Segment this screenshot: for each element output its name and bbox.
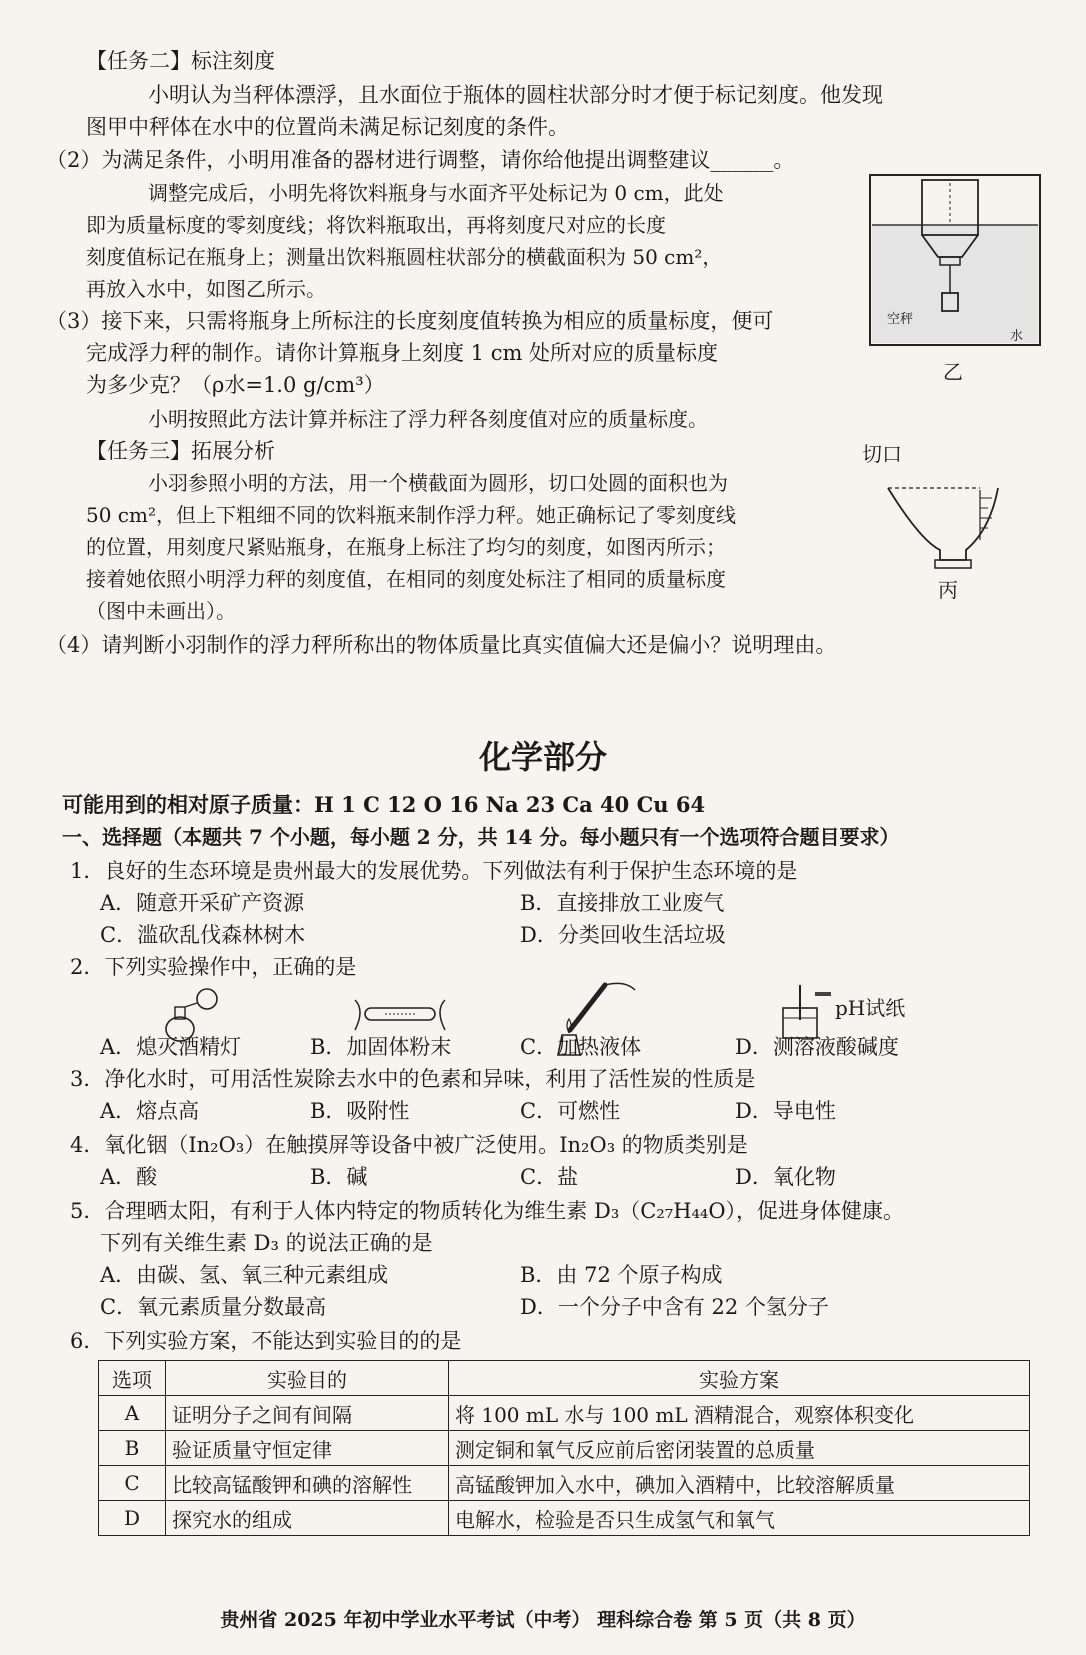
table-row [99,1466,1030,1501]
paragraph3-line1: 调整完成后，小明先将饮料瓶身与水面齐平处标记为 0 cm，此处 [148,181,724,205]
ph-paper-label: pH试纸 [835,996,906,1020]
q2-option-c: C．加热液体 [520,1035,642,1059]
row-option: A [99,1396,166,1431]
q4-option-b: B．碱 [310,1165,368,1189]
row-purpose: 证明分子之间有间隔 [166,1396,449,1431]
q4-option-c: C．盐 [520,1165,579,1189]
question-3-line3: 为多少克？（ρ水=1.0 g/cm³） [86,373,385,397]
row-purpose: 探究水的组成 [166,1501,449,1536]
paragraph3-line4: 再放入水中，如图乙所示。 [86,277,326,301]
paragraph3-line3: 刻度值标记在瓶身上；测量出饮料瓶圆柱状部分的横截面积为 50 cm²， [86,245,723,269]
table-row [99,1396,1030,1431]
chem-question-2: 2．下列实验操作中，正确的是 [70,955,357,979]
q5-option-a: A．由碳、氢、氧三种元素组成 [100,1263,389,1287]
chem-question-6: 6．下列实验方案，不能达到实验目的的是 [70,1329,462,1353]
q3-option-d: D．导电性 [735,1099,836,1123]
question-2: （2）为满足条件，小明用准备的器材进行调整，请你给他提出调整建议______。 [46,148,795,172]
chem-question-5-line1: 5．合理晒太阳，有利于人体内特定的物质转化为维生素 D₃（C₂₇H₄₄O），促进身体健康。 [70,1199,905,1223]
q2-option-b: B．加固体粉末 [310,1035,452,1059]
figure-bing-caption: 丙 [938,578,958,602]
row-plan: 高锰酸钾加入水中，碘加入酒精中，比较溶解质量 [449,1466,1030,1501]
row-option: B [99,1431,166,1466]
q2-option-d: D．测溶液酸碱度 [735,1035,899,1059]
paragraph3-line2: 即为质量标度的零刻度线；将饮料瓶取出，再将刻度尺对应的长度 [86,213,666,237]
bottle-outline [888,488,998,560]
atomic-masses: 可能用到的相对原子质量：H 1 C 12 O 16 Na 23 Ca 40 Cu 64 [62,792,706,817]
row-plan: 将 100 mL 水与 100 mL 酒精混合，观察体积变化 [449,1396,1030,1431]
table-header-purpose: 实验目的 [166,1361,449,1396]
figure-bing-cut-label: 切口 [862,442,902,466]
task2-paragraph-line2: 图甲中秤体在水中的位置尚未满足标记刻度的条件。 [86,115,569,139]
q5-option-d: D．一个分子中含有 22 个氢分子 [520,1295,829,1319]
table-row [99,1431,1030,1466]
chem-question-3: 3．净化水时，可用活性炭除去水中的色素和异味，利用了活性炭的性质是 [70,1067,756,1091]
bottle-cap [935,560,971,568]
row-plan: 电解水，检验是否只生成氢气和氧气 [449,1501,1030,1536]
paragraph4: 小明按照此方法计算并标注了浮力秤各刻度值对应的质量标度。 [148,407,708,431]
figure-yi-caption: 乙 [943,360,963,384]
experiment-table [98,1360,1030,1536]
q5-option-b: B．由 72 个原子构成 [520,1263,723,1287]
chemistry-section-title: 化学部分 [478,738,607,776]
chem-question-4: 4．氧化铟（In₂O₃）在触摸屏等设备中被广泛使用。In₂O₃ 的物质类别是 [70,1133,748,1157]
row-option: D [99,1501,166,1536]
q5-option-c: C．氧元素质量分数最高 [100,1295,327,1319]
figure-yi-weight-label: 空秤 [887,312,914,327]
page-footer: 贵州省 2025 年初中学业水平考试（中考） 理科综合卷 第 5 页（共 8 页） [220,1609,866,1631]
question-3-line1: （3）接下来，只需将瓶身上所标注的长度刻度值转换为相应的质量标度，便可 [46,309,774,333]
question-3-line2: 完成浮力秤的制作。请你计算瓶身上刻度 1 cm 处所对应的质量标度 [86,341,719,365]
row-option: C [99,1466,166,1501]
table-header-option: 选项 [99,1361,166,1396]
row-plan: 测定铜和氧气反应前后密闭装置的总质量 [449,1431,1030,1466]
task3-line4: 接着她依照小明浮力秤的刻度值，在相同的刻度处标注了相同的质量标度 [86,567,726,591]
task3-line1: 小羽参照小明的方法，用一个横截面为圆形，切口处圆的面积也为 [148,471,728,495]
row-purpose: 比较高锰酸钾和碘的溶解性 [166,1466,449,1501]
task3-line5: （图中未画出）。 [86,599,236,623]
question-4: （4）请判断小羽制作的浮力秤所称出的物体质量比真实值偏大还是偏小？说明理由。 [46,633,837,657]
table-header-plan: 实验方案 [449,1361,1030,1396]
q3-option-a: A．熔点高 [100,1099,200,1123]
q1-option-a: A．随意开采矿产资源 [100,891,305,915]
q1-option-b: B．直接排放工业废气 [520,891,725,915]
q1-option-c: C．滥砍乱伐森林树木 [100,923,306,947]
section-1-heading: 一、选择题（本题共 7 个小题，每小题 2 分，共 14 分。每小题只有一个选项符合题目要求） [62,825,900,849]
table-row [99,1501,1030,1536]
task2-heading: 【任务二】标注刻度 [86,49,275,73]
figure-yi-water-label: 水 [1010,329,1024,344]
task3-heading: 【任务三】拓展分析 [86,439,275,463]
row-purpose: 验证质量守恒定律 [166,1431,449,1466]
chem-question-5-line2: 下列有关维生素 D₃ 的说法正确的是 [100,1231,433,1255]
q3-option-b: B．吸附性 [310,1099,410,1123]
q1-option-d: D．分类回收生活垃圾 [520,923,726,947]
task3-line2: 50 cm²，但上下粗细不同的饮料瓶来制作浮力秤。她正确标记了零刻度线 [86,503,736,527]
figure-bing-diagram [880,470,1040,590]
q2-option-a: A．熄灭酒精灯 [100,1035,242,1059]
task2-paragraph-line1: 小明认为当秤体漂浮，且水面位于瓶体的圆柱状部分时才便于标记刻度。他发现 [148,83,883,107]
q4-option-a: A．酸 [100,1165,158,1189]
table-header-row [99,1361,1030,1396]
q4-option-d: D．氧化物 [735,1165,836,1189]
q3-option-c: C．可燃性 [520,1099,621,1123]
chem-question-1: 1．良好的生态环境是贵州最大的发展优势。下列做法有利于保护生态环境的是 [70,859,798,883]
task3-line3: 的位置，用刻度尺紧贴瓶身，在瓶身上标注了均匀的刻度，如图丙所示； [86,535,726,559]
